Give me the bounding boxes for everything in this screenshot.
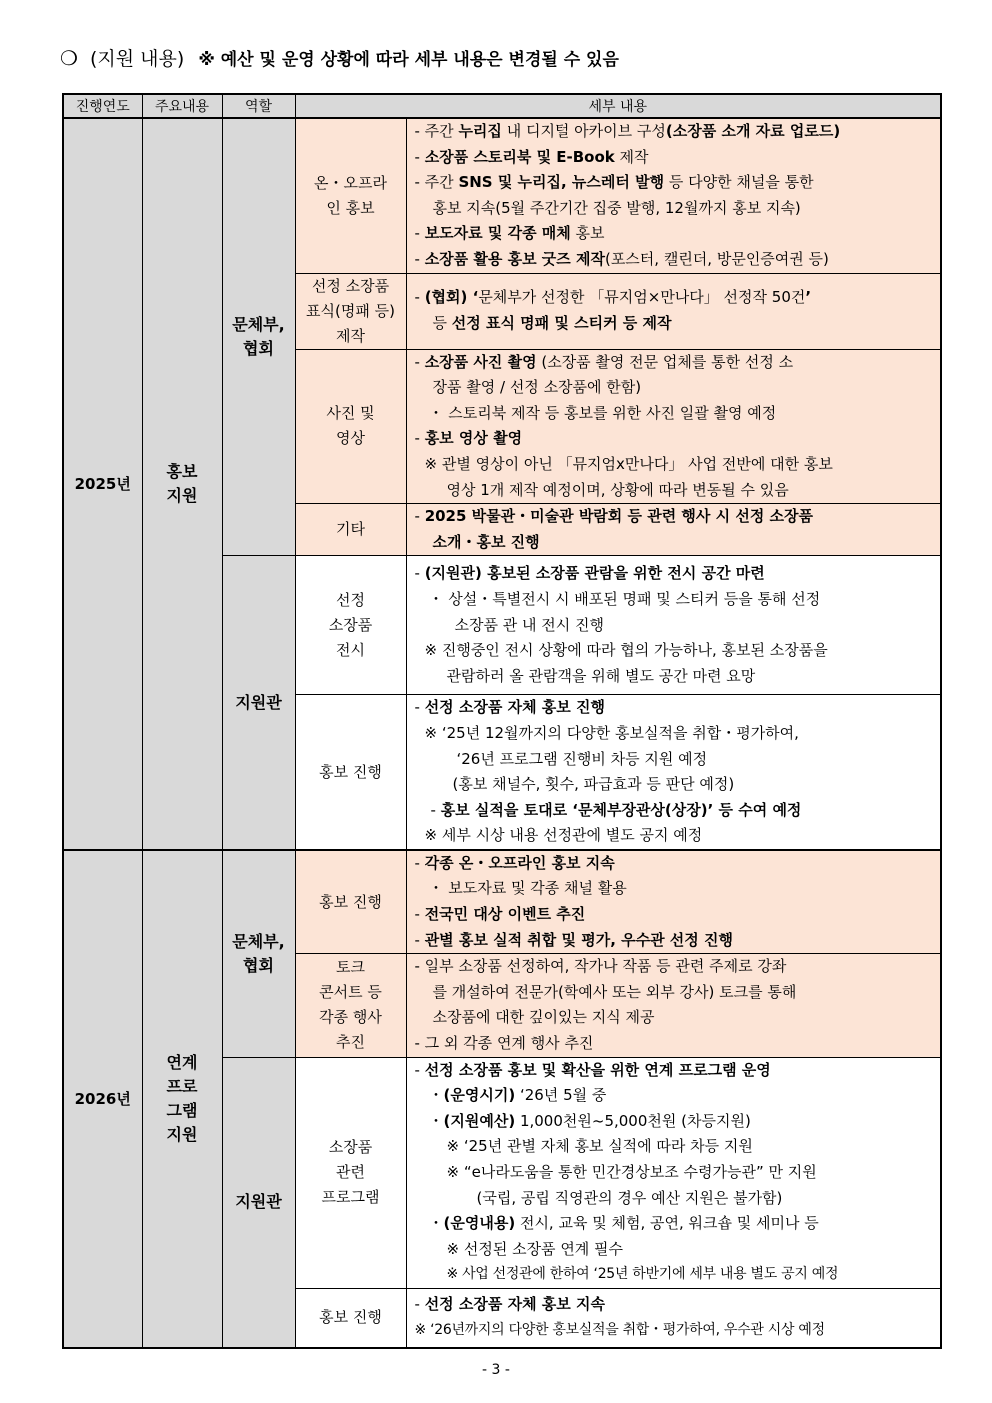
- detail-line: - 관별 홍보 실적 취합 및 평가, 우수관 선정 진행: [414, 930, 733, 949]
- sub-text: 토크: [336, 958, 365, 977]
- detail-line: - (협회) ‘문체부가 선정한 「뮤지엄×만나다」 선정작 50건’: [414, 288, 812, 307]
- sub-text: 소장품: [328, 1138, 373, 1157]
- detail-line: ※ ‘26년까지의 다양한 홍보실적을 취합・평가하여, 우수관 시상 예정: [414, 1321, 825, 1338]
- detail-cell: [406, 504, 941, 556]
- section-title: (지원 내용): [89, 48, 185, 70]
- detail-line: ※ 관별 영상이 아닌 「뮤지엄x만나다」 사업 전반에 대한 홍보: [424, 454, 833, 473]
- detail-line: - 소장품 사진 촬영 (소장품 촬영 전문 업체를 통한 선정 소: [414, 352, 794, 371]
- detail-line: - 소장품 스토리북 및 E-Book 제작: [414, 147, 649, 166]
- detail-line: 를 개설하여 전문가(학예사 또는 외부 강사) 토크를 통해: [432, 982, 797, 1001]
- sub-cell: 홍보 진행: [295, 695, 406, 850]
- detail-cell: [406, 1288, 941, 1348]
- role-text: 협회: [243, 955, 274, 975]
- detail-line: - 보도자료 및 각종 매체 홍보: [414, 224, 605, 243]
- year-cell-2026: 2026년: [63, 850, 142, 1348]
- detail-line: (국립, 공립 직영관의 경우 예산 지원은 불가함): [476, 1188, 783, 1207]
- detail-line: 관람하러 올 관람객을 위해 별도 공간 마련 요망: [446, 666, 756, 685]
- header-role: 역할: [222, 94, 295, 118]
- role-text: 협회: [243, 339, 274, 359]
- sub-text: 영상: [336, 429, 365, 448]
- sub-cell: 홍보 진행: [295, 850, 406, 954]
- table-row: [63, 118, 941, 273]
- detail-cell: [406, 118, 941, 273]
- detail-cell: [406, 1057, 941, 1288]
- table-row: [63, 850, 941, 954]
- role-cell-ministry: [222, 118, 295, 556]
- page-number: - 3 -: [482, 1362, 510, 1378]
- detail-line: ・(운영시기) ‘26년 5월 중: [428, 1086, 607, 1105]
- main-text: 지원: [166, 1124, 198, 1144]
- detail-line: - 선정 소장품 자체 홍보 진행: [414, 698, 605, 717]
- table-header-row: [63, 94, 941, 118]
- detail-line: 영상 1개 제작 예정이며, 상황에 따라 변동될 수 있음: [446, 480, 789, 499]
- sub-cell: [295, 118, 406, 273]
- year-cell-2025: 2025년: [63, 118, 142, 850]
- detail-line: - 선정 소장품 홍보 및 확산을 위한 연계 프로그램 운영: [414, 1060, 771, 1079]
- sub-cell: [295, 273, 406, 349]
- detail-line: ※ ‘25년 12월까지의 다양한 홍보실적을 취합・평가하여,: [424, 723, 799, 742]
- role-cell-support: 지원관: [222, 556, 295, 850]
- section-heading: [60, 44, 619, 71]
- sub-text: 각종 행사: [319, 1008, 382, 1027]
- sub-text: 콘서트 등: [319, 983, 382, 1002]
- detail-line: - (지원관) 홍보된 소장품 관람을 위한 전시 공간 마련: [414, 564, 765, 583]
- role-cell-ministry: [222, 850, 295, 1057]
- detail-line: 등 선정 표식 명패 및 스티커 등 제작: [432, 314, 672, 333]
- detail-line: - 주간 누리집 내 디지털 아카이브 구성(소장품 소개 자료 업로드): [414, 122, 841, 140]
- main-text: 연계: [166, 1052, 198, 1072]
- header-detail: 세부 내용: [295, 94, 941, 118]
- detail-line: 소장품에 대한 깊이있는 지식 제공: [432, 1008, 655, 1027]
- support-content-table: [62, 93, 942, 1349]
- main-text: 홍보: [166, 461, 198, 481]
- main-cell-2026: [142, 850, 222, 1348]
- header-main: 주요내용: [142, 94, 222, 118]
- sub-text: 제작: [336, 326, 365, 345]
- sub-text: 프로그램: [321, 1188, 380, 1207]
- sub-cell: [295, 556, 406, 695]
- detail-line: ※ 진행중인 전시 상황에 따라 협의 가능하나, 홍보된 소장품을: [424, 641, 828, 660]
- main-cell-2025: [142, 118, 222, 850]
- detail-line: - 홍보 영상 촬영: [414, 429, 523, 448]
- detail-line: (홍보 채널수, 횟수, 파급효과 등 판단 예정): [452, 775, 735, 794]
- detail-line: ‘26년 프로그램 진행비 차등 지원 예정: [456, 749, 708, 768]
- detail-cell: [406, 556, 941, 695]
- detail-line: ※ 사업 선정관에 한하여 ‘25년 하반기에 세부 내용 별도 공지 예정: [446, 1266, 839, 1283]
- section-note: ※ 예산 및 운영 상황에 따라 세부 내용은 변경될 수 있음: [198, 50, 619, 70]
- role-text: 문체부,: [232, 315, 285, 335]
- detail-line: ・ 보도자료 및 각종 채널 활용: [428, 879, 627, 898]
- detail-line: - 주간 SNS 및 누리집, 뉴스레터 발행 등 다양한 채널을 통한: [414, 173, 814, 192]
- role-text: 문체부,: [232, 931, 285, 951]
- detail-line: ・ 스토리북 제작 등 홍보를 위한 사진 일괄 촬영 예정: [428, 403, 777, 422]
- detail-cell: [406, 273, 941, 349]
- main-text: 그램: [166, 1100, 198, 1120]
- detail-line: 소장품 관 내 전시 진행: [454, 615, 604, 634]
- sub-text: 표식(명패 등): [306, 301, 395, 320]
- sub-text: 인 홍보: [326, 198, 375, 217]
- detail-line: - 2025 박물관・미술관 박람회 등 관련 행사 시 선정 소장품: [414, 507, 814, 526]
- sub-text: 추진: [336, 1033, 365, 1052]
- detail-line: - 선정 소장품 자체 홍보 지속: [414, 1295, 605, 1314]
- detail-cell: [406, 695, 941, 850]
- detail-line: 소개・홍보 진행: [432, 532, 540, 551]
- detail-line: ※ ‘25년 관별 자체 홍보 실적에 따라 차등 지원: [446, 1137, 753, 1156]
- sub-text: 온・오프라: [314, 173, 387, 192]
- detail-line: - 각종 온・오프라인 홍보 지속: [414, 853, 615, 872]
- sub-cell: 홍보 진행: [295, 1288, 406, 1348]
- sub-text: 관련: [336, 1163, 365, 1182]
- sub-text: 전시: [336, 640, 365, 659]
- detail-cell: [406, 954, 941, 1057]
- detail-line: 홍보 지속(5월 주간기간 집중 발행, 12월까지 홍보 지속): [432, 198, 801, 217]
- detail-line: ・(지원예산) 1,000천원~5,000천원 (차등지원): [428, 1111, 751, 1130]
- detail-line: - 전국민 대상 이벤트 추진: [414, 905, 586, 924]
- detail-line: - 홍보 실적을 토대로 ‘문체부장관상(상장)’ 등 수여 예정: [430, 800, 802, 819]
- detail-line: - 일부 소장품 선정하여, 작가나 작품 등 관련 주제로 강좌: [414, 957, 787, 976]
- sub-cell: 기타: [295, 504, 406, 556]
- header-year: 진행연도: [63, 94, 142, 118]
- detail-line: ※ 세부 시상 내용 선정관에 별도 공지 예정: [424, 826, 703, 845]
- detail-cell: [406, 850, 941, 954]
- sub-text: 선정 소장품: [311, 276, 390, 295]
- role-cell-support: 지원관: [222, 1057, 295, 1348]
- sub-cell: [295, 954, 406, 1057]
- sub-text: 소장품: [328, 615, 373, 634]
- detail-line: 장품 촬영 / 선정 소장품에 한함): [432, 378, 642, 397]
- detail-line: ・ 상설・특별전시 시 배포된 명패 및 스티커 등을 통해 선정: [428, 589, 821, 608]
- main-text: 지원: [166, 485, 198, 505]
- detail-line: ※ 선정된 소장품 연계 필수: [446, 1239, 624, 1258]
- detail-line: - 소장품 활용 홍보 굿즈 제작(포스터, 캘린더, 방문인증여권 등): [414, 249, 829, 268]
- sub-text: 선정: [336, 590, 365, 609]
- sub-cell: [295, 1057, 406, 1288]
- detail-line: - 그 외 각종 연계 행사 추진: [414, 1034, 594, 1053]
- detail-line: ※ “e나라도움을 통한 민간경상보조 수령가능관” 만 지원: [446, 1163, 817, 1181]
- main-text: 프로: [166, 1076, 198, 1096]
- detail-cell: [406, 349, 941, 504]
- detail-line: ・(운영내용) 전시, 교육 및 체험, 공연, 워크숍 및 세미나 등: [428, 1214, 819, 1233]
- sub-text: 사진 및: [326, 404, 375, 423]
- sub-cell: [295, 349, 406, 504]
- circle-bullet-icon: ❍: [60, 46, 78, 70]
